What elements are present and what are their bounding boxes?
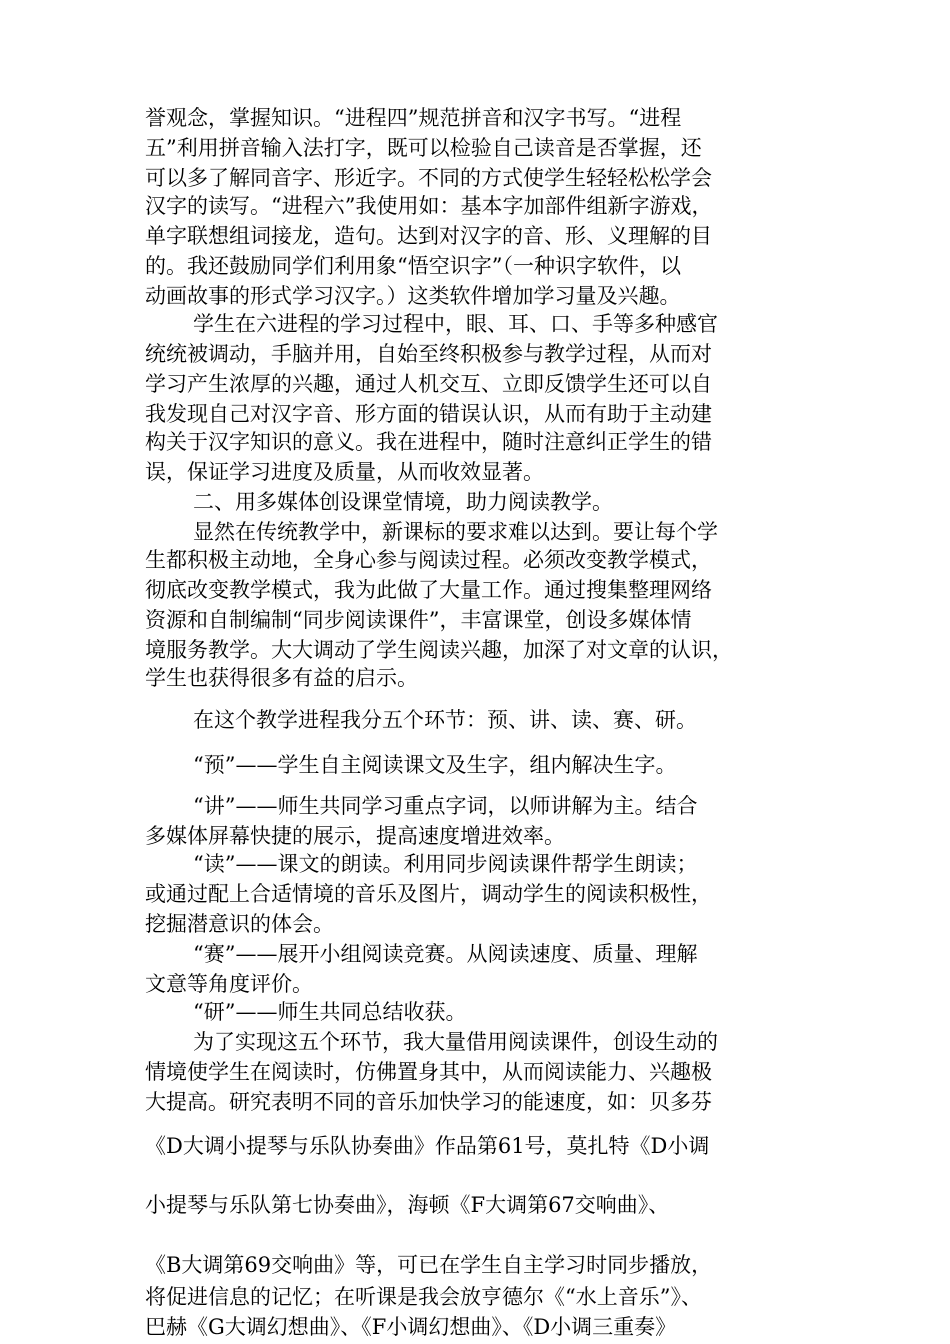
text-line-content: “预”——学生自主阅读课文及生字，组内解决生字。 xyxy=(193,753,677,777)
text-line-content: 学习产生浓厚的兴趣，通过人机交互、立即反馈学生还可以自 xyxy=(145,372,712,396)
text-line-content: 大提高。研究表明不同的音乐加快学习的能速度，如：贝多芬 xyxy=(145,1090,712,1114)
text-line xyxy=(0,608,950,632)
text-line-content: 情境使学生在阅读时，仿佛置身其中，从而阅读能力、兴趣极 xyxy=(145,1060,712,1084)
text-line xyxy=(0,1285,950,1309)
text-line xyxy=(0,666,950,690)
text-line-content: 误，保证学习进度及质量，从而收效显著。 xyxy=(145,460,544,484)
text-line-content: 文意等角度评价。 xyxy=(145,972,313,996)
text-line xyxy=(0,312,950,336)
text-line-content: 巴赫《G大调幻想曲》、《F小调幻想曲》、《D小调三重奏》 xyxy=(145,1315,677,1339)
text-line-content: 我发现自己对汉字音、形方面的错误认识，从而有助于主动建 xyxy=(145,402,712,426)
text-line-content: 统统被调动，手脑并用，自始至终积极参与教学过程，从而对 xyxy=(145,342,712,366)
text-line xyxy=(0,1134,950,1158)
text-line xyxy=(0,708,950,732)
text-line-content: 《D大调小提琴与乐队协奏曲》作品第61号，莫扎特《D小调 xyxy=(145,1134,710,1158)
text-line xyxy=(0,882,950,906)
text-line xyxy=(0,1193,950,1217)
text-line-content: 汉字的读写。“进程六”我使用如：基本字加部件组新字游戏， xyxy=(145,194,713,218)
text-line xyxy=(0,224,950,248)
text-line xyxy=(0,490,950,514)
text-line-content: 二、用多媒体创设课堂情境，助力阅读教学。 xyxy=(193,490,613,514)
text-line xyxy=(0,852,950,876)
text-line-content: 资源和自制编制“同步阅读课件”，丰富课堂，创设多媒体情 xyxy=(145,608,692,632)
text-line-content: 学生也获得很多有益的启示。 xyxy=(145,666,418,690)
text-line xyxy=(0,1315,950,1339)
text-line xyxy=(0,284,950,308)
text-line-content: 境服务教学。大大调动了学生阅读兴趣，加深了对文章的认识， xyxy=(145,638,733,662)
text-line-content: 可以多了解同音字、形近字。不同的方式使学生轻轻松松学会 xyxy=(145,166,712,190)
text-line-content: 誉观念，掌握知识。“进程四”规范拼音和汉字书写。“进程 xyxy=(145,106,682,130)
text-line-content: 小提琴与乐队第七协奏曲》，海顿《F大调第67交响曲》、 xyxy=(145,1193,670,1217)
text-line xyxy=(0,460,950,484)
text-line-content: “赛”——展开小组阅读竞赛。从阅读速度、质量、理解 xyxy=(193,942,698,966)
text-line xyxy=(0,194,950,218)
text-line xyxy=(0,136,950,160)
text-line-content: 显然在传统教学中，新课标的要求难以达到。要让每个学 xyxy=(193,520,718,544)
text-line-content: “读”——课文的朗读。利用同步阅读课件帮学生朗读； xyxy=(193,852,698,876)
text-line xyxy=(0,824,950,848)
text-line-content: 的。我还鼓励同学们利用象“悟空识字”（一种识字软件，以 xyxy=(145,254,681,278)
text-line-content: 生都积极主动地，全身心参与阅读过程。必须改变教学模式， xyxy=(145,548,712,572)
text-line-content: 五”利用拼音输入法打字，既可以检验自己读音是否掌握，还 xyxy=(145,136,702,160)
text-line-content: 或通过配上合适情境的音乐及图片，调动学生的阅读积极性， xyxy=(145,882,712,906)
text-line xyxy=(0,578,950,602)
text-line-content: 《B大调第69交响曲》等，可已在学生自主学习时同步播放， xyxy=(145,1253,713,1277)
text-line-content: “讲”——师生共同学习重点字词，以师讲解为主。结合 xyxy=(193,794,698,818)
text-line xyxy=(0,372,950,396)
text-line-content: 单字联想组词接龙，造句。达到对汉字的音、形、义理解的目 xyxy=(145,224,712,248)
text-line xyxy=(0,753,950,777)
text-line xyxy=(0,1000,950,1024)
text-line-content: 彻底改变教学模式，我为此做了大量工作。通过搜集整理网络 xyxy=(145,578,712,602)
text-line-content: 在这个教学进程我分五个环节：预、讲、读、赛、研。 xyxy=(193,708,697,732)
text-line xyxy=(0,912,950,936)
text-line xyxy=(0,430,950,454)
text-line xyxy=(0,166,950,190)
text-line xyxy=(0,548,950,572)
text-line xyxy=(0,342,950,366)
text-line xyxy=(0,1030,950,1054)
text-line xyxy=(0,520,950,544)
text-line xyxy=(0,638,950,662)
text-line-content: “研”——师生共同总结收获。 xyxy=(193,1000,467,1024)
text-line-content: 动画故事的形式学习汉字。）这类软件增加学习量及兴趣。 xyxy=(145,284,681,308)
text-line xyxy=(0,402,950,426)
text-line xyxy=(0,1253,950,1277)
text-line-content: 多媒体屏幕快捷的展示，提高速度增进效率。 xyxy=(145,824,565,848)
text-line xyxy=(0,254,950,278)
text-line xyxy=(0,972,950,996)
text-line-content: 构关于汉字知识的意义。我在进程中，随时注意纠正学生的错 xyxy=(145,430,712,454)
text-line xyxy=(0,1090,950,1114)
text-line-content: 学生在六进程的学习过程中，眼、耳、口、手等多种感官 xyxy=(193,312,718,336)
text-line-content: 挖掘潜意识的体会。 xyxy=(145,912,334,936)
text-line-content: 将促进信息的记忆；在听课是我会放亨德尔《“水上音乐”》、 xyxy=(145,1285,702,1309)
text-line xyxy=(0,106,950,130)
text-line xyxy=(0,1060,950,1084)
text-line xyxy=(0,794,950,818)
text-line xyxy=(0,942,950,966)
text-line-content: 为了实现这五个环节，我大量借用阅读课件，创设生动的 xyxy=(193,1030,718,1054)
